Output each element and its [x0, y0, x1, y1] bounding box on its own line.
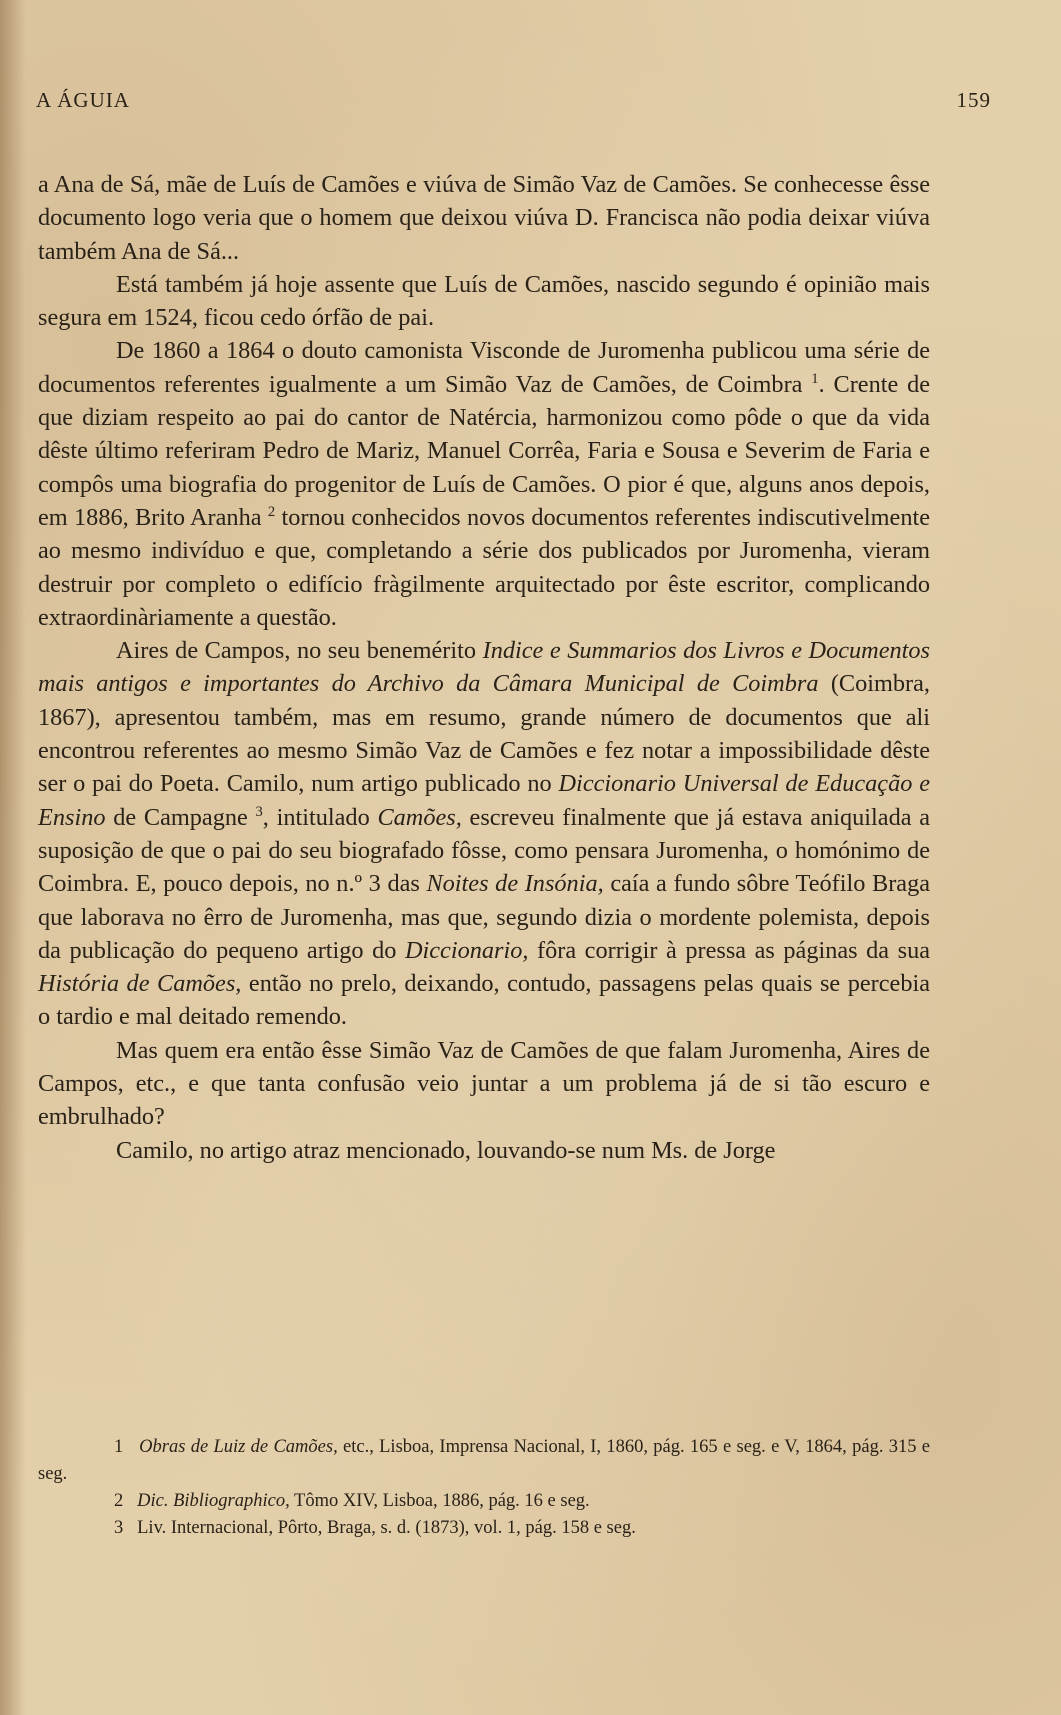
page-edge-shadow [0, 0, 26, 1715]
footnote-2-number: 2 [114, 1491, 124, 1511]
work-title-indice: Indice e Summarios dos Livros e Documentos mais antigos e importantes do Archivo da Câmara Municipal de Coimbra [38, 637, 930, 698]
footnote-3-text: Liv. Internacional, Pôrto, Braga, s. d. (1873), vol. 1, pág. 158 e seg. [137, 1518, 636, 1538]
footnote-1-title: Obras de Luiz de Camões, [139, 1437, 338, 1457]
paragraph-4-text-d: , intitulado [262, 803, 370, 831]
footnote-3 [38, 1515, 930, 1542]
paragraph-3-text-b: . Crente de que diziam respeito ao pai do cantor de Natércia, harmonizou como pôde o que da vida dêste último referiram Pedro de Mariz, Manuel Corrêa, Faria e Sousa e Severim de Faria e compôs uma biografia do progenitor de Luís de Camões. O pior é que, alguns anos depois, em 1886, Brito Aranha [38, 370, 931, 531]
paragraph-4-text-b: (Coimbra, 1867), apresentou também, mas em resumo, grande número de documentos que ali encontrou referentes ao mesmo Simão Vaz de Camões e fez notar a impossibilidade dêste ser o pai do Poeta. Camilo, num artigo publicado no [38, 670, 931, 798]
running-title: A ÁGUIA [36, 88, 130, 112]
footnote-1 [38, 1434, 930, 1488]
paragraph-4-text-c: de Campagne [113, 803, 248, 831]
footnote-2-text: Tômo XIV, Lisboa, 1886, pág. 16 e seg. [294, 1491, 590, 1511]
paragraph-3 [38, 334, 930, 634]
paragraph-6: Camilo, no artigo atraz mencionado, louvando-se num Ms. de Jorge [116, 1136, 776, 1164]
paragraph-3-text-c: tornou conhecidos novos documentos referentes indiscutivelmente ao mesmo indivíduo e que, completando a série dos publicados por Juromenha, vieram destruir por completo o edifício fràgilmente arquitectado por êste escritor, complicando extraordinàriamente a questão. [38, 503, 931, 631]
paragraph-1: a Ana de Sá, mãe de Luís de Camões e viúva de Simão Vaz de Camões. Se conhecesse êsse documento logo veria que o homem que deixou viúva D. Francisca não podia deixar viúva também Ana de Sá... [38, 171, 930, 265]
body-text [38, 168, 930, 1167]
page-number: 159 [956, 88, 991, 112]
work-title-historia: História de Camões, [38, 970, 242, 998]
paragraph-4-text-h: então no prelo, deixando, contudo, passagens pelas quais se percebia o tardio e mal deitado remendo. [38, 970, 931, 1031]
work-title-diccionario-short: Diccionario, [404, 936, 529, 964]
footnote-2 [38, 1488, 930, 1515]
footnote-1-text: etc., Lisboa, Imprensa Nacional, I, 1860, pág. 165 e seg. e V, 1864, pág. 315 e seg. [38, 1437, 931, 1484]
footnote-2-title: Dic. Bibliographico, [137, 1491, 290, 1511]
footnote-ref-1: 1 [811, 370, 819, 387]
running-header [36, 88, 991, 113]
work-title-noites: Noites de Insónia, [426, 870, 604, 898]
paragraph-2: Está também já hoje assente que Luís de Camões, nascido segundo é opinião mais segura em 1524, ficou cedo órfão de pai. [38, 270, 930, 332]
footnote-3-number: 3 [114, 1518, 124, 1538]
footnotes [38, 1434, 930, 1542]
paragraph-3-text-a: De 1860 a 1864 o douto camonista Visconde de Juromenha publicou uma série de documentos referentes igualmente a um Simão Vaz de Camões, de Coimbra [38, 337, 930, 398]
paragraph-4 [38, 634, 930, 1034]
footnote-1-number: 1 [114, 1437, 124, 1457]
paragraph-4-text-a: Aires de Campos, no seu benemérito [116, 637, 477, 665]
paragraph-4-text-e: escreveu finalmente que já estava aniquilada a suposição de que o pai do seu biografado fôsse, como pensara Juromenha, o homónimo de Coimbra. E, pouco depois, no n.º 3 das [38, 803, 930, 898]
paragraph-4-text-f: caía a fundo sôbre Teófilo Braga que laborava no êrro de Juromenha, mas que, segundo dizia o mordente polemista, depois da publicação do pequeno artigo do [38, 870, 930, 964]
footnote-ref-3: 3 [255, 803, 263, 820]
work-title-diccionario: Diccionario Universal de Educação e Ensino [38, 770, 930, 831]
paragraph-5: Mas quem era então êsse Simão Vaz de Camões de que falam Juromenha, Aires de Campos, etc., e que tanta confusão veio juntar a um problema já de si tão escuro e embrulhado? [38, 1036, 930, 1131]
work-title-camoes: Camões, [377, 803, 462, 831]
paragraph-4-text-g: fôra corrigir à pressa as páginas da sua [537, 936, 931, 964]
footnote-ref-2: 2 [267, 503, 276, 520]
